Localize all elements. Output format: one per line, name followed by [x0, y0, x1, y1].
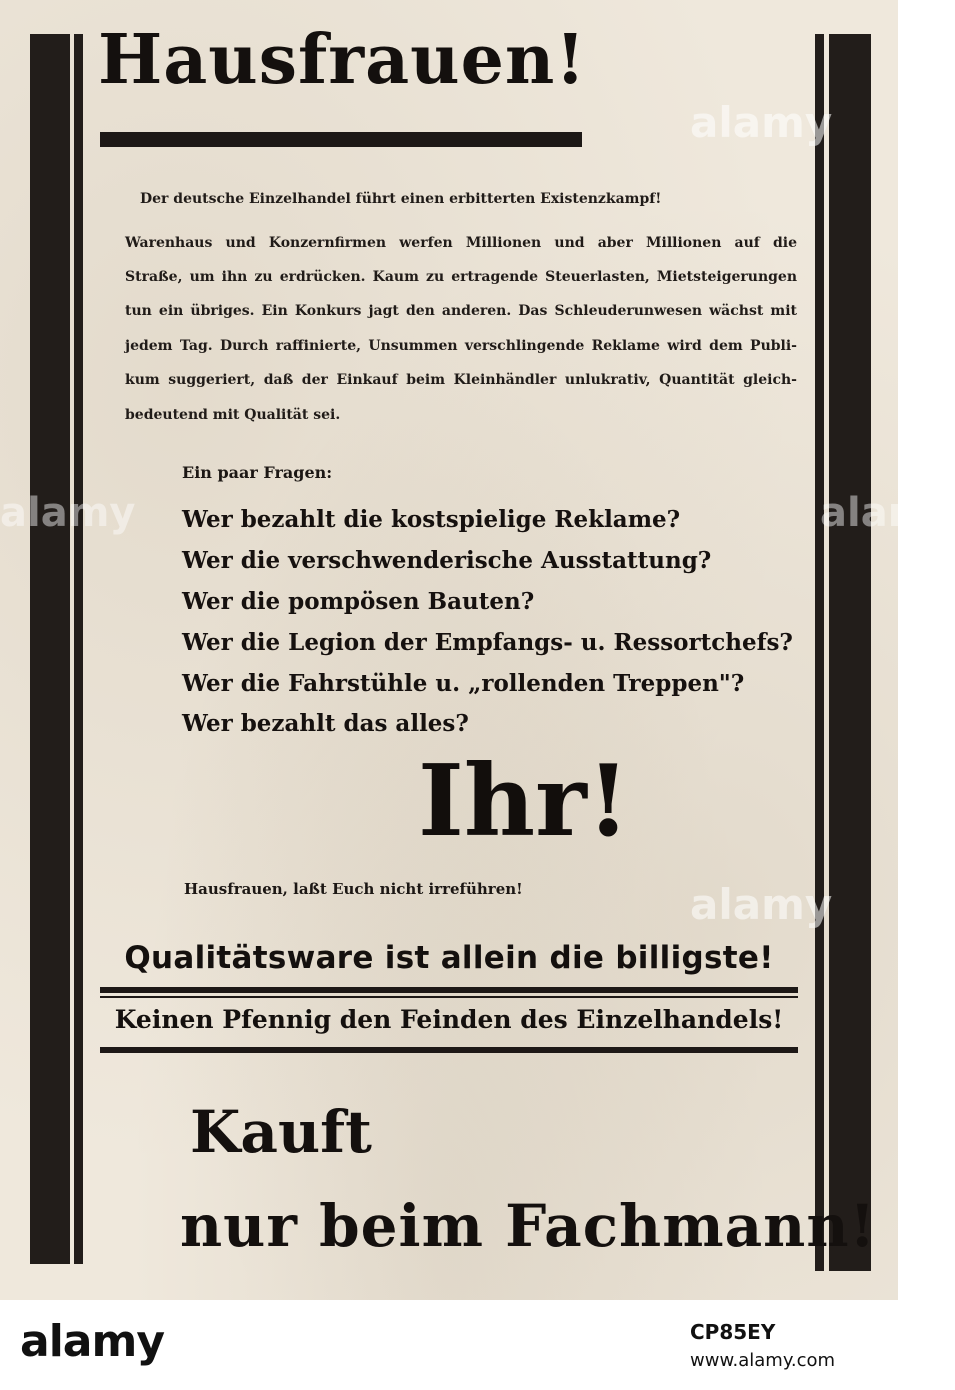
left-thick-border-bar: [30, 34, 70, 1264]
alamy-logo[interactable]: alamy: [20, 1316, 164, 1367]
answer-exclamation: Ihr!: [418, 744, 630, 859]
left-thin-border-bar: [74, 34, 83, 1264]
closing-line-kauft: Kauft: [190, 1098, 372, 1166]
question-line: Wer bezahlt das alles?: [182, 710, 469, 737]
question-line: Wer die Fahrstühle u. „rollenden Treppen"?: [182, 670, 745, 697]
watermark-logo: alamy: [820, 490, 955, 536]
poster-headline: Hausfrauen!: [98, 20, 587, 100]
slogan-rule-thin: [100, 996, 798, 998]
question-line: Wer die verschwenderische Ausstattung?: [182, 547, 712, 574]
watermark-logo: alamy: [690, 98, 833, 147]
pfennig-slogan: Keinen Pfennig den Feinden des Einzelhandels!: [114, 1005, 784, 1034]
closing-line-fachmann: nur beim Fachmann!: [180, 1192, 876, 1260]
paragraph-line: jedem Tag. Durch raffinierte, Unsummen verschlingende Reklame wird dem Publi-: [125, 338, 797, 354]
right-thin-border-bar: [815, 34, 824, 1271]
question-line: Wer bezahlt die kostspielige Reklame?: [182, 506, 681, 533]
warning-line: Hausfrauen, laßt Euch nicht irreführen!: [184, 880, 523, 898]
questions-heading: Ein paar Fragen:: [182, 463, 333, 482]
headline-underline-rule: [100, 132, 582, 147]
watermark-logo: alamy: [690, 880, 833, 929]
site-url-link[interactable]: www.alamy.com: [690, 1350, 836, 1371]
paragraph-line: kum suggeriert, daß der Einkauf beim Kleinhändler unlukrativ, Quantität gleich-: [125, 372, 797, 388]
slogan-rule-thick: [100, 987, 798, 993]
intro-sentence: Der deutsche Einzelhandel führt einen erbitterten Existenzkampf!: [140, 191, 662, 207]
slogan-rule-bottom: [100, 1047, 798, 1053]
paragraph-line: Straße, um ihn zu erdrücken. Kaum zu ertragende Steuerlasten, Mietsteigerungen: [125, 269, 797, 285]
right-thick-border-bar: [829, 34, 871, 1271]
question-line: Wer die pompösen Bauten?: [182, 588, 535, 615]
image-id-label: CP85EY: [690, 1320, 776, 1344]
quality-slogan: Qualitätsware ist allein die billigste!: [124, 940, 774, 976]
watermark-logo: alamy: [0, 490, 136, 536]
paragraph-line: bedeutend mit Qualität sei.: [125, 407, 341, 423]
question-line: Wer die Legion der Empfangs- u. Ressortchefs?: [182, 629, 793, 656]
paragraph-line: tun ein übriges. Ein Konkurs jagt den anderen. Das Schleuderunwesen wächst mit: [125, 303, 797, 319]
paragraph-line: Warenhaus und Konzernfirmen werfen Millionen und aber Millionen auf die: [125, 235, 797, 251]
